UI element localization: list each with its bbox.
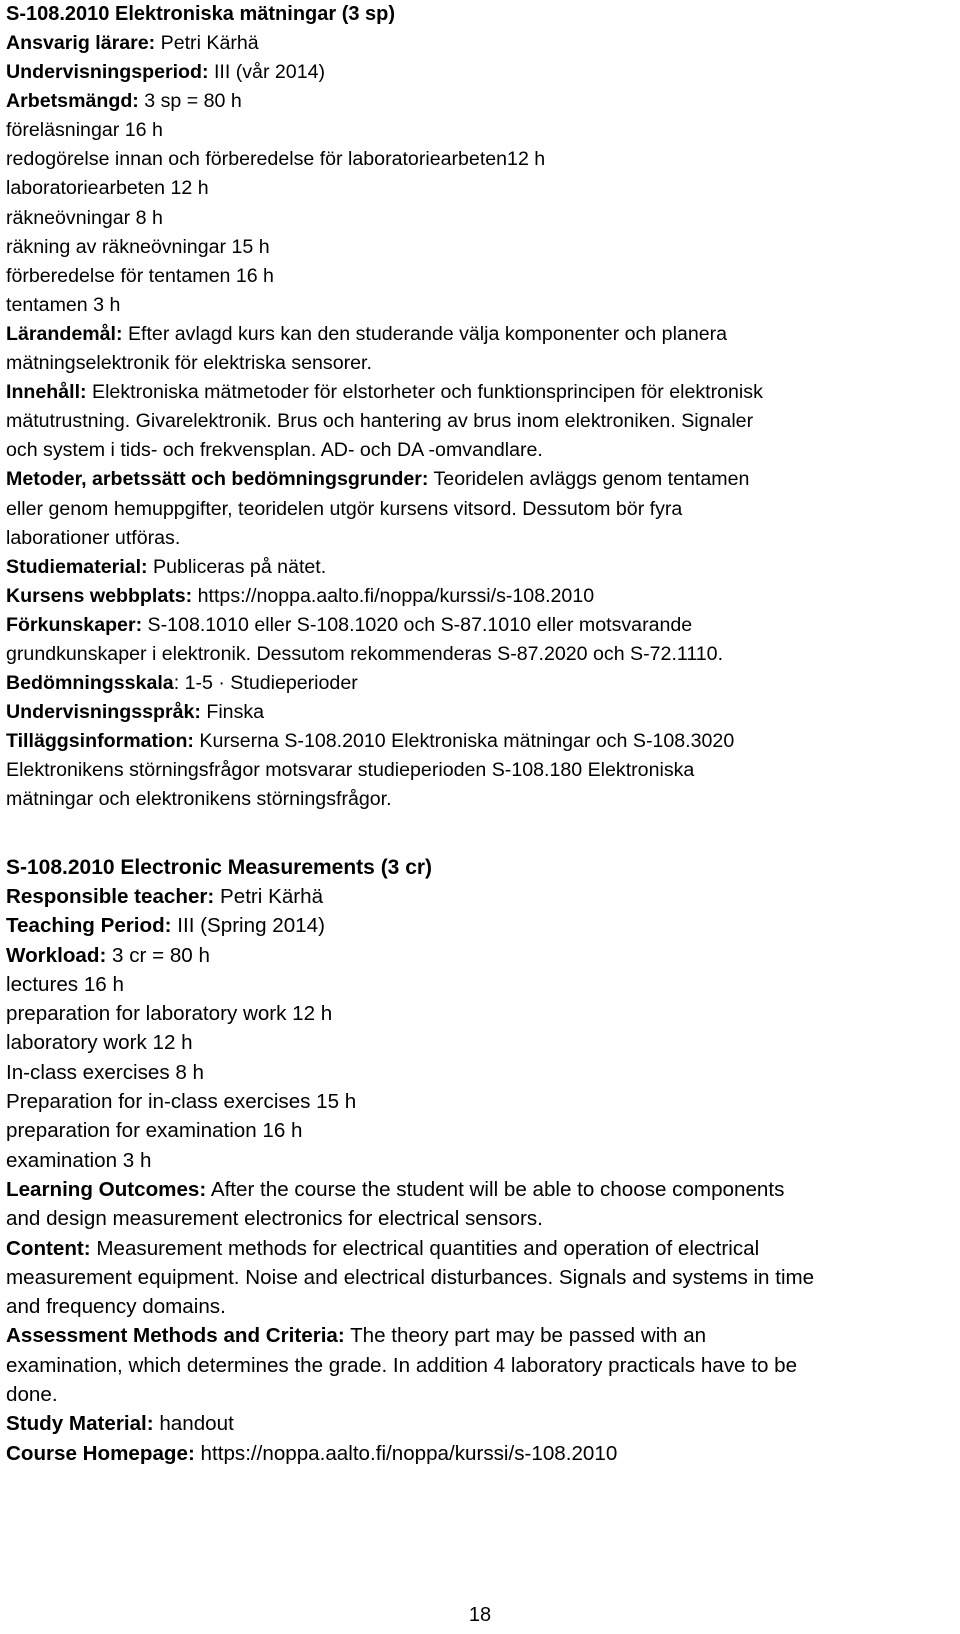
field-text: mätningar och elektronikens störningsfrågor. (6, 788, 392, 811)
text-line (6, 669, 956, 698)
text-line (6, 1087, 956, 1116)
field-text: Petri Kärhä (214, 885, 324, 908)
field-label: Tilläggsinformation: (6, 730, 194, 753)
field-label: Bedömningsskala (6, 672, 174, 695)
text-line (6, 349, 956, 378)
text-line (6, 436, 956, 465)
field-text: räkneövningar 8 h (6, 206, 163, 229)
text-line (6, 911, 956, 940)
text-line (6, 1146, 956, 1175)
field-text: förberedelse för tentamen 16 h (6, 264, 274, 287)
text-line (6, 1028, 956, 1057)
field-text: och system i tids- och frekvensplan. AD- och DA -omvandlare. (6, 439, 543, 462)
text-line (6, 1058, 956, 1087)
field-label: Course Homepage: (6, 1441, 195, 1465)
text-line (6, 1234, 956, 1263)
text-line (6, 1439, 956, 1468)
field-label: Förkunskaper: (6, 613, 143, 636)
field-text: laborationer utföras. (6, 526, 181, 549)
course-section-english (6, 853, 956, 1468)
text-line (6, 756, 956, 785)
text-line (6, 640, 956, 669)
text-line (6, 611, 956, 640)
course-body (6, 29, 956, 815)
field-text: laboratory work 12 h (6, 1031, 193, 1055)
field-text: föreläsningar 16 h (6, 119, 163, 142)
text-line (6, 233, 956, 262)
course-body (6, 882, 956, 1468)
field-text: 3 cr = 80 h (106, 943, 210, 967)
text-line (6, 291, 956, 320)
field-text: examination 3 h (6, 1148, 152, 1172)
text-line (6, 320, 956, 349)
text-line (6, 582, 956, 611)
text-line (6, 941, 956, 970)
text-line (6, 785, 956, 814)
field-text: and frequency domains. (6, 1295, 226, 1319)
field-label: Undervisningsspråk: (6, 701, 201, 724)
field-text: S-108.1010 eller S-108.1020 och S-87.1010 eller motsvarande (142, 613, 693, 636)
page-number: 18 (468, 1604, 492, 1626)
field-label: Teaching Period: (6, 914, 172, 938)
field-label: Innehåll: (6, 381, 87, 404)
field-label: Content: (6, 1236, 91, 1260)
text-line (6, 1204, 956, 1233)
field-label: Workload: (6, 943, 107, 967)
text-line (6, 87, 956, 116)
text-line (6, 204, 956, 233)
field-text: measurement equipment. Noise and electrical disturbances. Signals and systems in time (6, 1265, 815, 1289)
text-line (6, 1292, 956, 1321)
field-text: Kurserna S-108.2010 Elektroniska mätningar och S-108.3020 (193, 730, 735, 753)
field-text: Finska (200, 701, 265, 724)
text-line (6, 999, 956, 1028)
text-line (6, 553, 956, 582)
text-line (6, 1175, 956, 1204)
field-text: Elektronikens störningsfrågor motsvarar studieperioden S-108.180 Elektroniska (6, 759, 695, 782)
field-text: mätutrustning. Givarelektronik. Brus och hantering av brus inom elektroniken. Signaler (6, 410, 754, 433)
text-line (6, 407, 956, 436)
field-text: grundkunskaper i elektronik. Dessutom rekommenderas S-87.2020 och S-72.1110. (6, 642, 724, 665)
field-text: Teoridelen avläggs genom tentamen (428, 468, 750, 491)
field-label: Kursens webbplats: (6, 584, 193, 607)
text-line (6, 1321, 956, 1350)
field-text: redogörelse innan och förberedelse för laboratoriearbeten12 h (6, 148, 546, 171)
field-text: Preparation for in-class exercises 15 h (6, 1090, 357, 1114)
text-line (6, 882, 956, 911)
field-text: 3 sp = 80 h (138, 90, 242, 113)
field-label: Responsible teacher: (6, 885, 215, 908)
field-text: Efter avlagd kurs kan den studerande välja komponenter och planera (122, 322, 728, 345)
text-line (6, 698, 956, 727)
text-line (6, 145, 956, 174)
text-line (6, 378, 956, 407)
field-label: Studiematerial: (6, 555, 148, 578)
field-text: Publiceras på nätet. (147, 555, 327, 578)
course-title: S-108.2010 Elektroniska mätningar (3 sp) (6, 3, 396, 25)
field-text: tentamen 3 h (6, 293, 121, 316)
field-text: preparation for examination 16 h (6, 1119, 303, 1143)
field-label: Study Material: (6, 1412, 154, 1436)
field-text: mätningselektronik för elektriska sensorer. (6, 352, 372, 375)
field-text: : 1-5 · Studieperioder (173, 672, 358, 695)
field-label: Learning Outcomes: (6, 1177, 207, 1201)
field-text: III (Spring 2014) (171, 914, 325, 938)
field-text: räkning av räkneövningar 15 h (6, 235, 270, 258)
field-label: Lärandemål: (6, 322, 123, 345)
field-text: eller genom hemuppgifter, teoridelen utgör kursens vitsord. Dessutom bör fyra (6, 497, 683, 520)
field-text: examination, which determines the grade. In addition 4 laboratory practicals have to be (6, 1353, 798, 1377)
field-text: In-class exercises 8 h (6, 1060, 205, 1084)
field-text: After the course the student will be able to choose components (206, 1177, 785, 1201)
text-line (6, 29, 956, 58)
field-text: The theory part may be passed with an (344, 1324, 707, 1348)
field-text: handout (153, 1412, 234, 1436)
text-line (6, 1380, 956, 1409)
text-line (6, 262, 956, 291)
field-label: Undervisningsperiod: (6, 61, 209, 84)
field-text: https://noppa.aalto.fi/noppa/kurssi/s-108.2010 (194, 1441, 618, 1465)
field-text: and design measurement electronics for electrical sensors. (6, 1207, 543, 1231)
course-title: S-108.2010 Electronic Measurements (3 cr) (6, 856, 433, 879)
field-text: https://noppa.aalto.fi/noppa/kurssi/s-108.2010 (192, 584, 595, 607)
text-line (6, 495, 956, 524)
text-line (6, 174, 956, 203)
text-line (6, 116, 956, 145)
course-section-swedish (6, 0, 956, 815)
field-text: III (vår 2014) (208, 61, 326, 84)
text-line (6, 1116, 956, 1145)
text-line (6, 970, 956, 999)
field-text: laboratoriearbeten 12 h (6, 177, 209, 200)
text-line (6, 465, 956, 494)
field-label: Metoder, arbetssätt och bedömningsgrunder: (6, 468, 429, 491)
text-line (6, 58, 956, 87)
text-line (6, 524, 956, 553)
field-label: Ansvarig lärare: (6, 32, 156, 54)
field-text: lectures 16 h (6, 972, 124, 996)
text-line (6, 1409, 956, 1438)
field-text: Measurement methods for electrical quantities and operation of electrical (90, 1236, 760, 1260)
text-line (6, 1263, 956, 1292)
field-label: Arbetsmängd: (6, 90, 139, 113)
field-text: preparation for laboratory work 12 h (6, 1002, 333, 1026)
field-text: Petri Kärhä (155, 32, 259, 54)
field-text: done. (6, 1383, 58, 1407)
field-label: Assessment Methods and Criteria: (6, 1324, 345, 1348)
field-text: Elektroniska mätmetoder för elstorheter och funktionsprincipen för elektronisk (86, 381, 763, 404)
text-line (6, 1351, 956, 1380)
text-line (6, 727, 956, 756)
